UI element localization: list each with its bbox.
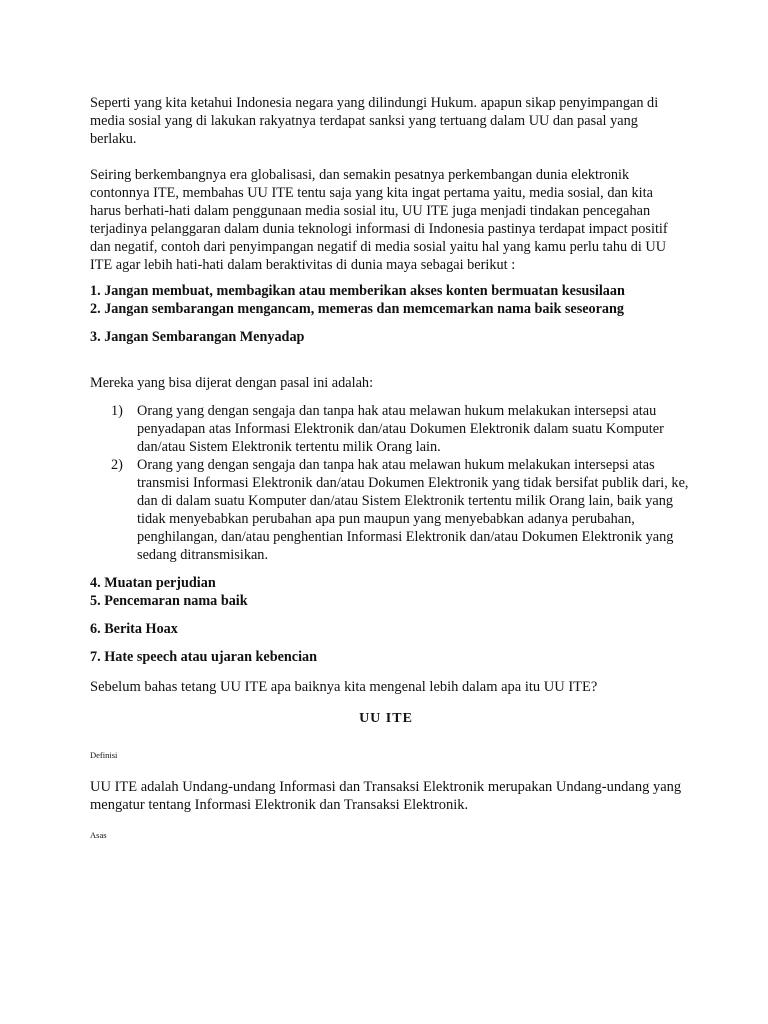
bold-item-1: 1. Jangan membuat, membagikan atau memberikan akses konten bermuatan kesusilaan xyxy=(90,283,625,299)
definition-paragraph: UU ITE adalah Undang-undang Informasi dan Transaksi Elektronik merupakan Undang-undang yang mengatur tentang Informasi Elektronik dan Transaksi Elektronik. xyxy=(90,779,682,813)
bold-item-4: 4. Muatan perjudian xyxy=(90,575,216,591)
list-text: Orang yang dengan sengaja dan tanpa hak atau melawan hukum melakukan intersepsi atas transmisi Informasi Elektronik dan/atau Dokumen Elektronik yang tidak bersifat publik dari, ke, dan di dalam suatu Komputer dan/atau Sistem Elektronik tertentu milik Orang lain, baik yang tidak menyebabkan perubahan apa pun maupun yang menyebabkan adanya perubahan, penghilangan, dan/atau penghentian Informasi Elektronik dan/atau Dokumen Elektronik yang sedang ditransmisikan. xyxy=(137,457,689,563)
section-heading: UU ITE xyxy=(359,711,413,726)
label-asas: Asas xyxy=(90,830,107,840)
list-intro: Mereka yang bisa dijerat dengan pasal ini adalah: xyxy=(90,375,374,391)
list-item xyxy=(90,456,690,564)
list-number: 1) xyxy=(111,403,123,419)
bold-item-2: 2. Jangan sembarangan mengancam, memeras dan memcemarkan nama baik seseorang xyxy=(90,301,624,317)
label-definisi: Definisi xyxy=(90,750,118,760)
context-paragraph: Seiring berkembangnya era globalisasi, dan semakin pesatnya perkembangan dunia elektronik contonnya ITE, membahas UU ITE tentu saja yang kita ingat pertama yaitu, media sosial, dan kita harus berhati-hati dalam penggunaan media sosial itu, UU ITE juga menjadi tindakan pencegahan terjadinya pelanggaran dalam dunia teknologi informasi di Indonesia pastinya terdapat impact positif dan negatif, contoh dari penyimpangan negatif di media sosial yaitu hal yang kamu perlu tahu di UU ITE agar lebih hati-hati dalam beraktivitas di dunia maya sebagai berikut : xyxy=(90,167,668,273)
bold-item-3: 3. Jangan Sembarangan Menyadap xyxy=(90,329,305,345)
question-paragraph: Sebelum bahas tetang UU ITE apa baiknya kita mengenal lebih dalam apa itu UU ITE? xyxy=(90,679,598,695)
bold-item-6: 6. Berita Hoax xyxy=(90,621,178,637)
intro-paragraph: Seperti yang kita ketahui Indonesia negara yang dilindungi Hukum. apapun sikap penyimpangan di media sosial yang di lakukan rakyatnya terdapat sanksi yang tertuang dalam UU dan pasal yang berlaku. xyxy=(90,95,659,147)
list-number: 2) xyxy=(111,457,123,473)
list-item xyxy=(90,402,690,456)
bold-item-7: 7. Hate speech atau ujaran kebencian xyxy=(90,649,317,665)
document-page xyxy=(90,94,690,840)
sub-list xyxy=(90,402,690,564)
bold-item-5: 5. Pencemaran nama baik xyxy=(90,593,248,609)
list-text: Orang yang dengan sengaja dan tanpa hak atau melawan hukum melakukan intersepsi atau penyadapan atas Informasi Elektronik dan/atau Dokumen Elektronik dalam suatu Komputer dan/atau Sistem Elektronik tertentu milik Orang lain. xyxy=(137,403,664,455)
